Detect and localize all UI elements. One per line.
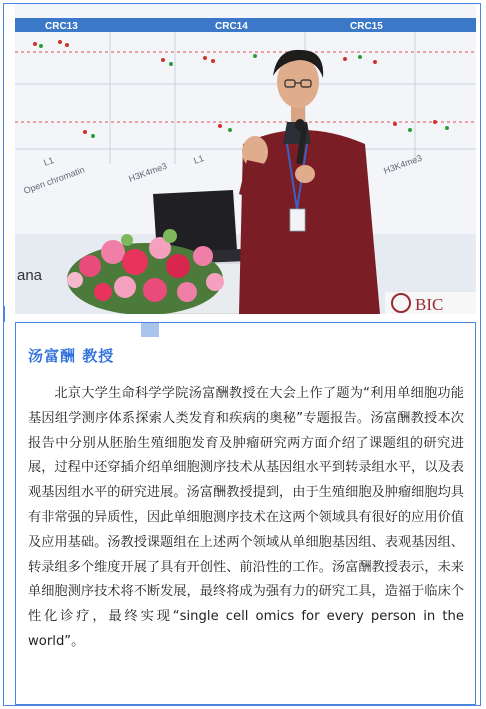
slide-label-crc14: CRC14: [215, 21, 248, 32]
left-accent-bar: [3, 306, 5, 322]
track-label-open-chromatin: Open chromatin: [22, 164, 86, 196]
track-label-l1-right: L1: [192, 153, 206, 166]
slide-label-crc13: CRC13: [45, 21, 78, 32]
track-label-l1-left: L1: [42, 155, 56, 168]
track-label-h3k4me3-left: H3K4me3: [127, 160, 169, 184]
speaker-photo: [15, 4, 476, 314]
report-paragraph: 北京大学生命科学学院汤富酬教授在大会上作了题为“利用单细胞功能基因组学测序体系探索人类发育和疾病的奥秘”专题报告。汤富酬教授本次报告中分别从胚胎生殖细胞发育及肿瘤研究两方面介绍了课题组的研究进展，过程中还穿插介绍单细胞测序技术从基因组水平到转录组水平，以及表观基因组水平的研究进展。汤富酬教授提到，由于生殖细胞及肿瘤细胞均具有非常强的异质性，因此单细胞测序技术在这两个领域具有很好的应用价值及应用基础。汤教授课题组在上述两个领域从单细胞基因组、表观基因组、转录组多个维度开展了具有开创性、前沿性的工作。汤富酬教授表示，未来单细胞测序技术将不断发展，最终将成为强有力的研究工具，造福于临床个性化诊疗，最终实现“single cell omics for every person in the world”。: [28, 386, 464, 649]
report-paragraph-container: [28, 382, 464, 655]
slide-label-crc15: CRC15: [350, 21, 383, 32]
speaker-name-heading: 汤富酬 教授: [28, 347, 115, 365]
lower-right-slide-text: BIC: [415, 295, 444, 314]
lower-left-slide-text: ana: [17, 267, 43, 284]
track-label-h3k4me3-right: H3K4me3: [382, 152, 424, 176]
